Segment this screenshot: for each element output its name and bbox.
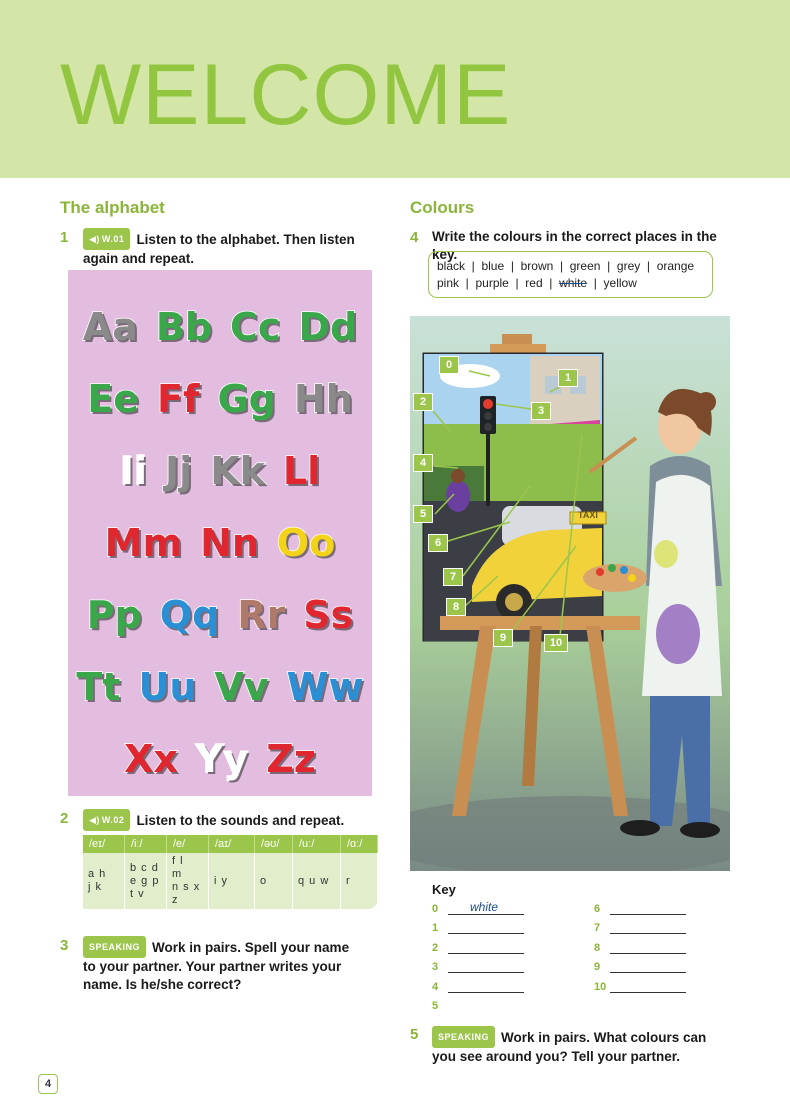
word-separator: | [600,259,617,273]
colour-word: white [559,276,588,290]
key-number: 10 [594,980,607,993]
colour-word: blue [481,259,505,273]
colour-word: grey [616,259,641,273]
key-number: 2 [432,941,439,954]
sound-letters: o [260,874,268,887]
sound-cell [209,853,255,909]
exercise-2-number: 2 [60,810,69,827]
colour-word: black [437,259,466,273]
exercise-2-instruction: ◀) W.02 Listen to the sounds and repeat. [83,809,383,831]
audio-badge-w01[interactable]: ◀) W.01 [83,228,130,250]
key-number: 3 [432,961,439,974]
exercise-4-number: 4 [410,229,419,246]
word-line-1 [437,258,704,275]
alphabet-letter-pair: Hh [293,377,353,421]
sound-header: /e/ [167,835,209,853]
sound-letters: q u w [298,874,330,887]
alphabet-row [68,377,372,421]
colour-word: purple [475,276,509,290]
sound-cell [167,853,209,909]
word-separator: | [508,276,526,290]
callout-2: 2 [413,393,433,411]
illustration-svg [410,316,730,871]
sound-letters: m [172,868,183,880]
exercise-3-instruction: SPEAKING Work in pairs. Spell your name to your partner. Your partner writes your name. Is he/she correct? [83,936,363,994]
key-answer-line[interactable] [610,992,686,993]
alphabet-letter-pair: Zz [266,737,316,781]
alphabet-row [68,521,372,565]
exercise-4-instruction: Write the colours in the correct places in the key. [432,229,717,262]
alphabet-row [68,449,372,493]
alphabet-letter-pair: Xx [124,737,178,781]
alphabet-letter-pair: Ff [156,377,200,421]
colour-word: brown [520,259,554,273]
taxi-sign: TAXI [578,510,598,520]
sounds-table-body [83,853,378,909]
word-separator: | [465,259,482,273]
sound-cell [255,853,293,909]
callout-8: 8 [446,598,466,616]
speaker-icon: ◀) [89,234,100,244]
key-number: 1 [432,922,439,935]
exercise-1-number: 1 [60,229,69,246]
sound-header: /ɑː/ [341,835,378,853]
exercise-3-number: 3 [60,937,69,954]
sound-letters: a h [88,868,107,880]
word-line-2 [437,275,704,292]
sound-letters: b c d [130,861,159,874]
callout-10: 10 [544,634,568,652]
key-answer-line[interactable] [448,914,524,915]
word-separator: | [553,259,570,273]
painter-illustration [410,316,730,871]
colour-word: orange [656,259,695,273]
alphabet-letter-pair: Uu [138,665,197,709]
alphabet-row [68,665,372,709]
sound-header: /iː/ [125,835,167,853]
callout-3: 3 [531,402,551,420]
word-separator: | [459,276,476,290]
sound-letters: f l [172,855,184,867]
page-number: 4 [38,1074,58,1094]
colour-word-box [428,251,713,298]
key-answer-0: white [470,900,499,914]
sound-letters: r [346,874,351,887]
alphabet-letter-pair: Ii [119,449,148,493]
key-answer-line[interactable] [610,914,686,915]
speaking-badge: SPEAKING [83,936,146,958]
sound-letters: t v [130,887,145,900]
sound-letters: j k [88,881,102,893]
key-answer-line[interactable] [610,953,686,954]
key-number: 6 [594,903,601,915]
callout-6: 6 [428,534,448,552]
callout-4: 4 [413,454,433,472]
alphabet-letter-pair: Aa [82,305,138,349]
alphabet-letter-pair: Pp [86,593,142,637]
callout-7: 7 [443,568,463,586]
key-number: 8 [594,941,601,954]
exercise-1-instruction: ◀) W.01 Listen to the alphabet. Then listen again and repeat. [83,228,383,268]
callout-1: 1 [558,369,578,387]
word-separator: | [504,259,521,273]
alphabet-heading: The alphabet [60,198,165,217]
callout-5: 5 [413,505,433,523]
colour-word: green [569,259,601,273]
callout-9: 9 [493,629,513,647]
alphabet-letter-pair: Mm [104,521,183,565]
key-answer-line[interactable] [448,992,524,993]
alphabet-letter-pair: Ll [282,449,321,493]
exercise-5-instruction: SPEAKING Work in pairs. What colours can you see around you? Tell your partner. [432,1026,732,1066]
sound-cell [83,853,125,909]
sound-cell [125,853,167,909]
word-separator: | [542,276,560,290]
sound-header: /uː/ [293,835,341,853]
key-number: 5 [432,1000,439,1012]
alphabet-letter-pair: Gg [217,377,276,421]
key-title: Key [432,882,456,897]
alphabet-letter-pair: Bb [155,305,213,349]
page-title: WELCOME [60,47,512,143]
key-answer-line[interactable] [610,972,686,973]
alphabet-letter-pair: Kk [210,449,265,493]
alphabet-row [68,737,372,781]
callout-0: 0 [439,356,459,374]
key-answer-line[interactable] [448,933,524,934]
key-number: 7 [594,922,601,935]
alphabet-letter-pair: Ss [303,593,354,637]
audio-badge-w02[interactable]: ◀) W.02 [83,809,130,831]
key-answer-line[interactable] [610,933,686,934]
exercise-5-number: 5 [410,1026,419,1043]
alphabet-letter-pair: Rr [237,593,286,637]
word-separator: | [640,259,657,273]
alphabet-letter-pair: Yy [195,737,249,781]
key-number: 9 [594,961,601,974]
sounds-table-header [83,835,378,853]
key-number: 0 [432,903,439,915]
alphabet-letter-pair: Nn [200,521,259,565]
alphabet-letter-pair: Cc [230,305,281,349]
welcome-banner [0,0,790,178]
sound-header: /eɪ/ [83,835,125,853]
alphabet-letter-pair: Qq [159,593,220,637]
key-number: 4 [432,980,439,993]
sound-letters: e g p [130,874,160,887]
alphabet-letter-pair: Jj [165,449,193,493]
key-answer-line[interactable] [448,972,524,973]
sound-header: /əʊ/ [255,835,293,853]
sound-letters: i y [214,874,228,887]
alphabet-letter-pair: Dd [298,305,358,349]
colour-word: yellow [603,276,637,290]
alphabet-panel [68,270,372,796]
alphabet-letter-pair: Ee [87,377,139,421]
sound-cell [341,853,378,909]
sound-letters: n s x z [172,881,201,906]
colour-word: red [525,276,543,290]
speaker-icon: ◀) [89,815,100,825]
colour-word: pink [437,276,460,290]
alphabet-letter-pair: Ww [286,665,364,709]
sound-header: /aɪ/ [209,835,255,853]
sounds-table [83,835,378,909]
alphabet-letter-pair: Vv [214,665,269,709]
sound-cell [293,853,341,909]
alphabet-letter-pair: Tt [76,665,121,709]
alphabet-row [68,593,372,637]
alphabet-row [68,305,372,349]
key-answer-line[interactable] [448,953,524,954]
speaking-badge: SPEAKING [432,1026,495,1048]
alphabet-letter-pair: Oo [276,521,336,565]
colours-heading: Colours [410,198,475,217]
word-separator: | [587,276,604,290]
